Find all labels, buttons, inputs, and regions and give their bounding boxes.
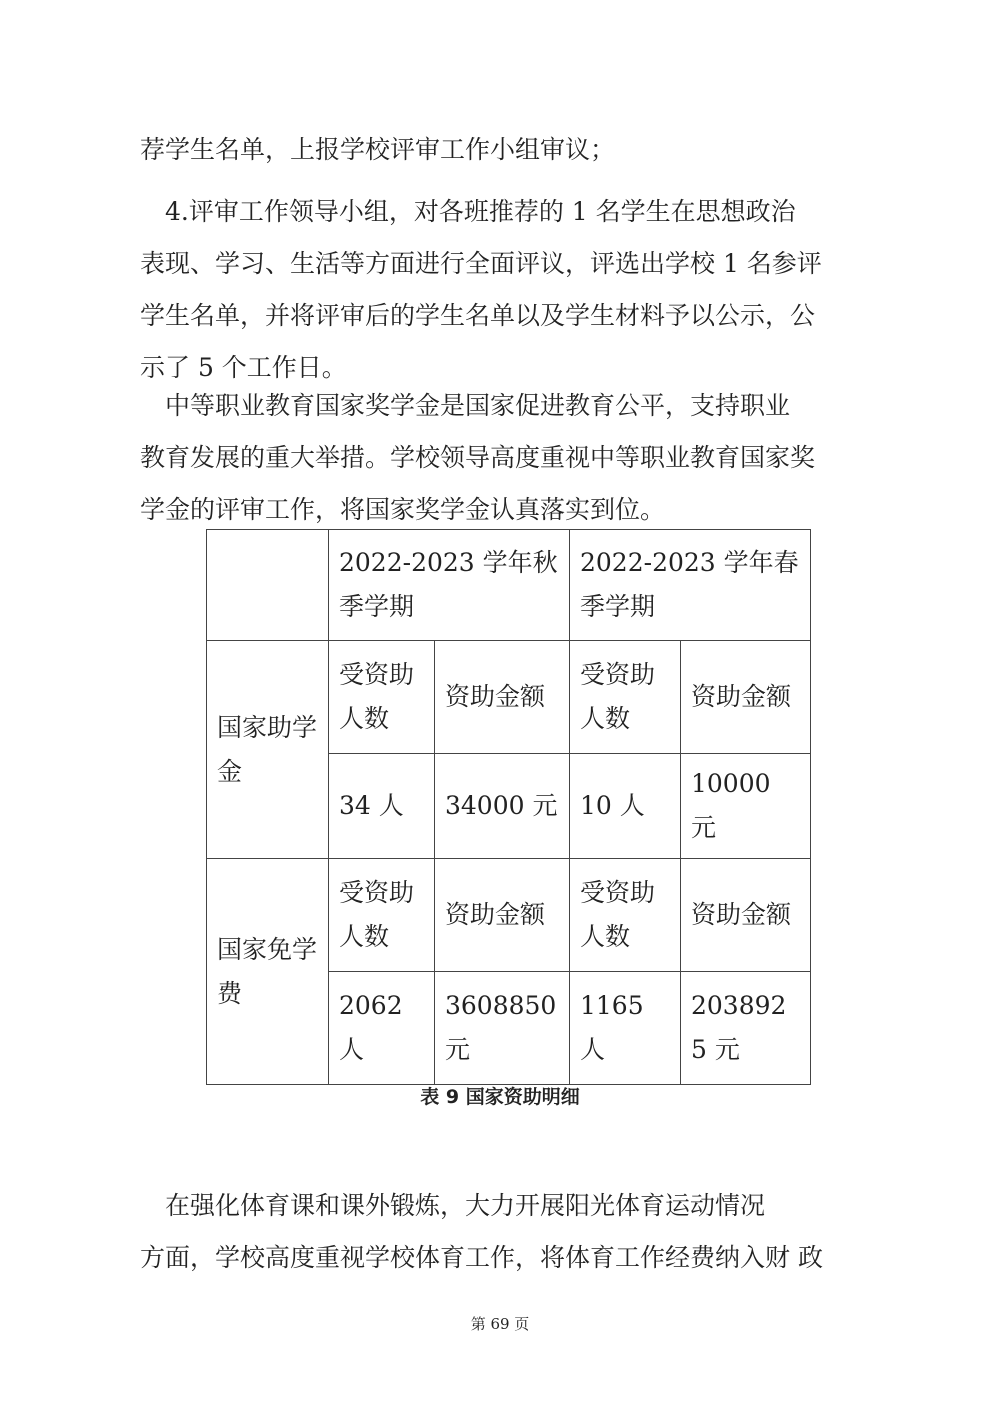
col-header-amount: 资助金额: [681, 641, 811, 754]
term2-people-cell: 10 人: [570, 754, 681, 859]
text-line: 学生名单，并将评审后的学生名单以及学生材料予以公示，公: [140, 301, 816, 330]
term2-amount-cell: 2038925 元: [681, 972, 811, 1085]
text-line: 荐学生名单，上报学校评审工作小组审议；: [140, 135, 616, 164]
table-row: [207, 641, 811, 754]
text-line: 方面，学校高度重视学校体育工作，将体育工作经费纳入财 政: [140, 1243, 823, 1272]
term2-header: 2022-2023 学年春季学期: [570, 530, 811, 641]
term1-people-cell: 2062 人: [329, 972, 435, 1085]
term2-amount-cell: 10000 元: [681, 754, 811, 859]
national-aid-table: [206, 529, 811, 1085]
text-line: 4.评审工作领导小组，对各班推荐的 1 名学生在思想政治: [140, 197, 796, 226]
paragraph-scholarship: [140, 380, 870, 536]
text-line: 学金的评审工作，将国家奖学金认真落实到位。: [140, 495, 666, 524]
text-line: 表现、学习、生活等方面进行全面评议，评选出学校 1 名参评: [140, 249, 822, 278]
col-header-people: 受资助人数: [329, 859, 435, 972]
paragraph-sports: [140, 1180, 870, 1284]
term1-people-cell: 34 人: [329, 754, 435, 859]
text-line: 中等职业教育国家奖学金是国家促进教育公平，支持职业: [140, 391, 791, 420]
col-header-people: 受资助人数: [329, 641, 435, 754]
table-row: [207, 859, 811, 972]
text-line: 在强化体育课和课外锻炼，大力开展阳光体育运动情况: [140, 1191, 766, 1220]
term1-amount-cell: 34000 元: [435, 754, 570, 859]
table-header-row: [207, 530, 811, 641]
page-number: 第 69 页: [470, 1315, 530, 1333]
text-line: 示了 5 个工作日。: [140, 353, 347, 382]
term1-header: 2022-2023 学年秋季学期: [329, 530, 570, 641]
table-corner-cell: [207, 530, 329, 641]
col-header-people: 受资助人数: [570, 859, 681, 972]
col-header-amount: 资助金额: [681, 859, 811, 972]
table-caption: 表 9 国家资助明细: [420, 1086, 580, 1108]
paragraph-review-list: [140, 124, 870, 176]
category-cell: 国家助学金: [207, 641, 329, 859]
term1-amount-cell: 3608850 元: [435, 972, 570, 1085]
col-header-people: 受资助人数: [570, 641, 681, 754]
col-header-amount: 资助金额: [435, 641, 570, 754]
paragraph-review-step-4: [140, 186, 870, 394]
text-line: 教育发展的重大举措。学校领导高度重视中等职业教育国家奖: [140, 443, 816, 472]
term2-people-cell: 1165 人: [570, 972, 681, 1085]
category-cell: 国家免学费: [207, 859, 329, 1085]
col-header-amount: 资助金额: [435, 859, 570, 972]
